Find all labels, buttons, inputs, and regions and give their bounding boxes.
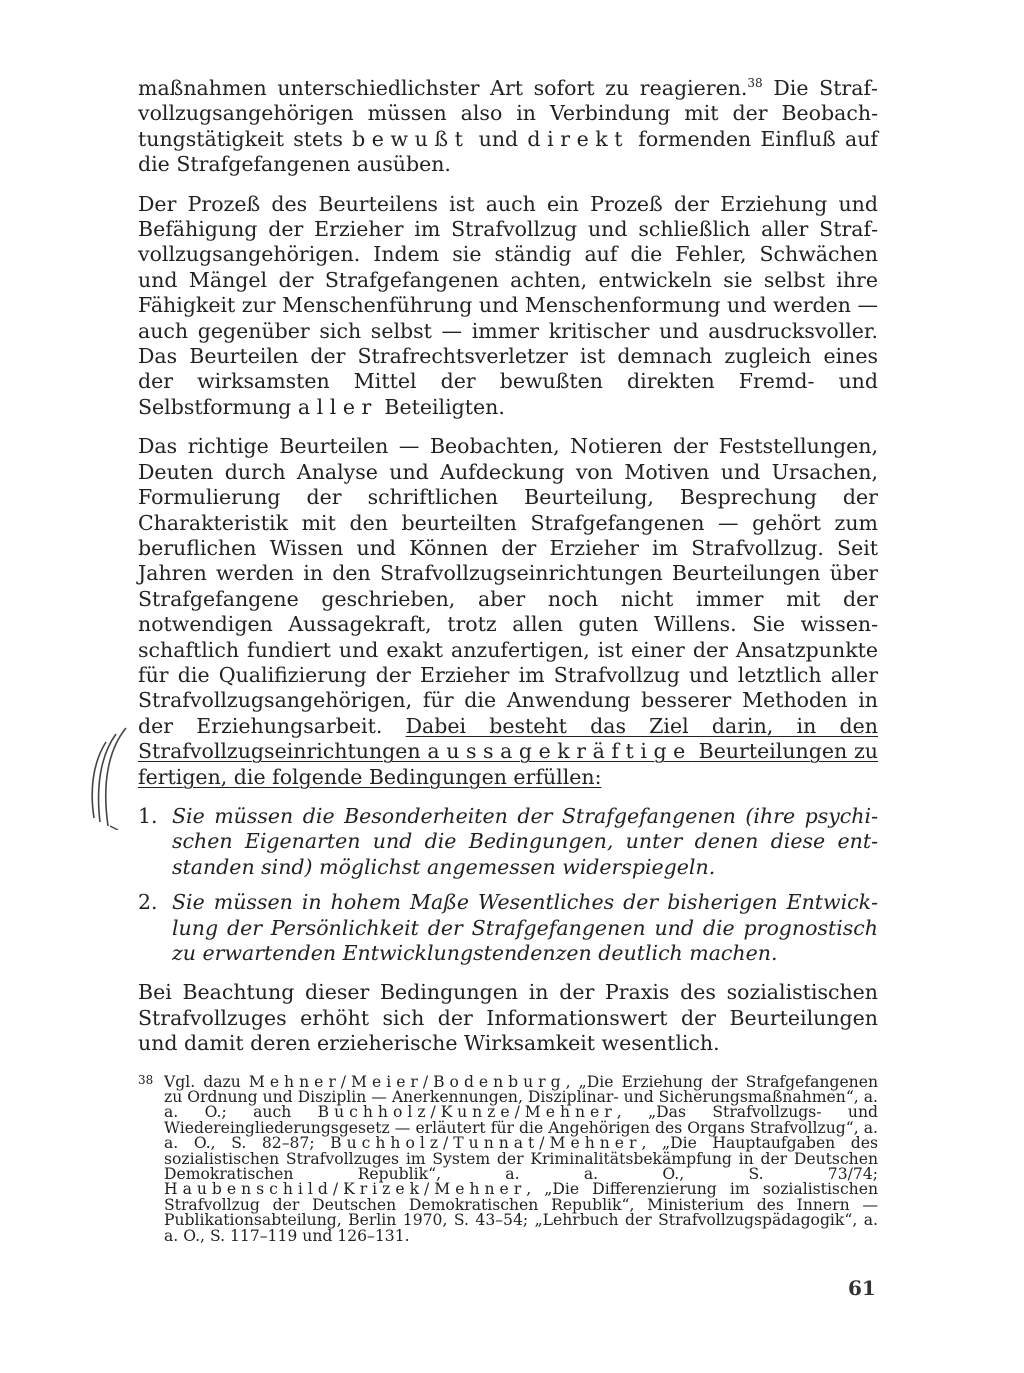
text-segment: maßnahmen unterschiedlichster Art sofort zu reagieren. bbox=[138, 76, 748, 100]
text-segment: , „Die Differenzierung im sozialistischen Strafvollzug der Deutschen Demokratischen Republik“, Ministerium des Innern — Publikationsabteilung, Berlin 1970, S. 43–54; „Lehrbuch der Strafvollzugspädagogik“, a. a. O., S. 117–119 und 126–131. bbox=[164, 1180, 878, 1245]
list-item-number: 2. bbox=[138, 890, 158, 915]
conditions-list bbox=[138, 804, 878, 966]
margin-annotation-mark bbox=[86, 726, 134, 830]
text-segment: direkt bbox=[527, 126, 630, 151]
text-segment: formenden Einfluß auf die Strafgefangenen ausüben. bbox=[138, 126, 878, 177]
footnote bbox=[138, 1072, 879, 1245]
paragraph bbox=[138, 192, 878, 421]
footnote-text bbox=[164, 1072, 879, 1245]
list-item-text: Sie müssen die Besonderheiten der Strafgefangenen (ihre psychischen Eigenarten und die Bedingungen, unter denen diese entstanden sind) möglichst angemessen widerspiegeln. bbox=[172, 803, 878, 879]
closing-paragraph: Bei Beachtung dieser Bedingungen in der Praxis des sozialistischen Strafvollzuges erhöht sich der Informationswert der Beurteilungen und damit deren erzieherische Wirksamkeit wesentlich. bbox=[138, 980, 878, 1056]
page-body bbox=[138, 76, 878, 1244]
text-segment: Die Strafvollzugsangehörigen müssen also in Verbindung mit der Beobachtungstätigkeit stets bbox=[138, 76, 878, 151]
text-segment: Der Prozeß des Beurteilens ist auch ein Prozeß der Erziehung und Befähigung der Erzieher im Strafvollzug und schließlich aller Strafvollzugsangehörigen. Indem sie ständig auf die Fehler, Schwächen und Mängel der Strafgefangenen achten, entwickeln sie selbst ihre Fähigkeit zur Menschenführung und Menschenformung und werden — auch gegenüber sich selbst — immer kritischer und ausdrucksvoller. Das Beurteilen der Strafrechtsverletzer ist demnach zugleich eines der wirksamsten Mittel der bewußten direkten Fremd- und Selbstformung bbox=[138, 191, 878, 419]
text-segment: aussagekräftige bbox=[427, 739, 692, 764]
text-segment: Buchholz/Kunze/Mehner bbox=[317, 1103, 617, 1122]
list-item-text: Sie müssen in hohem Maße Wesentliches der bisherigen Entwicklung der Persönlichkeit der Strafgefangenen und die prognostisch zu erwartenden Entwicklungstendenzen deutlich machen. bbox=[172, 890, 878, 965]
text-segment: aller bbox=[297, 394, 378, 419]
text-segment: Buchholz/Tunnat/Mehner bbox=[330, 1134, 642, 1153]
text-segment: bewußt bbox=[352, 126, 470, 151]
body-text bbox=[138, 76, 878, 790]
text-segment: Beurteilungen zu fertigen, die folgende Bedingungen erfüllen: bbox=[138, 739, 878, 789]
text-segment: 38 bbox=[747, 76, 763, 91]
list-item-number: 1. bbox=[138, 803, 158, 828]
page-number: 61 bbox=[848, 1276, 876, 1300]
list-item bbox=[138, 890, 878, 966]
text-segment: Mehner/Meier/Bodenburg bbox=[248, 1072, 566, 1091]
text-segment: Beteiligten. bbox=[377, 394, 505, 419]
text-segment: und bbox=[469, 126, 528, 151]
text-segment: Dabei besteht das Ziel darin, in den Strafvollzugseinrichtungen bbox=[138, 713, 878, 764]
text-segment: Vgl. dazu bbox=[164, 1072, 249, 1091]
paragraph bbox=[138, 76, 878, 178]
list-item bbox=[138, 804, 878, 880]
text-segment: Das richtige Beurteilen — Beobachten, Notieren der Feststellungen, Deuten durch Analyse und Aufdeckung von Motiven und Ursachen, Formulierung der schriftlichen Beurteilung, Besprechung der Charakteristik mit den beurteilten Strafgefangenen — gehört zum beruflichen Wissen und Können der Erzieher im Strafvollzug. Seit Jahren werden in den Strafvollzugseinrichtungen Beurteilungen über Strafgefangene geschrieben, aber noch nicht immer mit der notwendigen Aussagekraft, trotz allen guten Willens. Sie wissenschaftlich fundiert und exakt anzufertigen, ist einer der Ansatzpunkte für die Qualifizierung der Erzieher im Strafvollzug und letztlich aller Strafvollzugsangehörigen, für die Anwendung besserer Methoden in der Erziehungsarbeit. bbox=[138, 434, 878, 738]
footnote-marker: 38 bbox=[138, 1072, 154, 1087]
text-segment: , „Die Erziehung der Strafgefangenen zu Ordnung und Disziplin — Anerkennungen, Disziplinar- und Sicherungsmaßnahmen“, a. a. O.; auch bbox=[164, 1072, 879, 1122]
paragraph bbox=[138, 434, 878, 790]
text-segment: , „Das Strafvollzugs- und Wiedereingliederungsgesetz — erläutert für die Angehörigen des Organs Strafvollzug“, a. a. O., S. 82–87; bbox=[164, 1103, 879, 1153]
text-segment: , „Die Hauptaufgaben des sozialistischen Strafvollzuges im System der Kriminalitätsbekämpfung in der Deutschen Demokratischen Republik“, a. a. O., S. 73/74; bbox=[164, 1134, 879, 1184]
text-segment: Haubenschild/Krizek/Mehner bbox=[164, 1180, 527, 1199]
